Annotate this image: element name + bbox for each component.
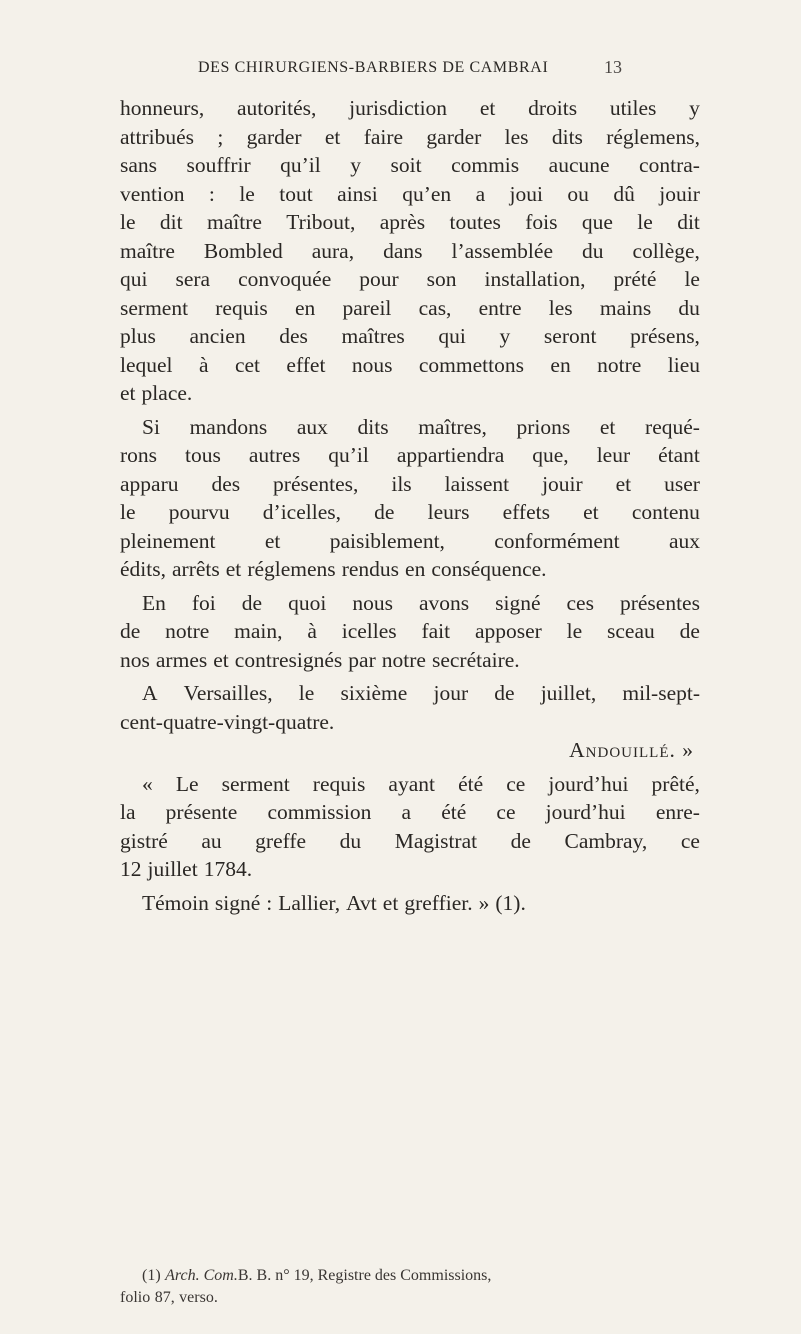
footnote bbox=[120, 1265, 700, 1309]
text-line: sans souffrir qu’il y soit commis aucune contra- bbox=[120, 153, 700, 177]
paragraph bbox=[120, 589, 700, 675]
text-line: de notre main, à icelles fait apposer le sceau de bbox=[120, 619, 700, 643]
text-line: maître Bombled aura, dans l’assemblée du collège, bbox=[120, 238, 700, 263]
text-line: la présente commission a été ce jourd’hui enre- bbox=[120, 800, 700, 824]
text-line: honneurs, autorités, jurisdiction et droits utiles y bbox=[120, 96, 700, 120]
paragraph bbox=[120, 413, 700, 584]
text-line: édits, arrêts et réglemens rendus en conséquence. bbox=[120, 557, 547, 581]
text-line: le pourvu d’icelles, de leurs effets et contenu bbox=[120, 500, 700, 524]
text-line: « Le serment requis ayant été ce jourd’hui prêté, bbox=[142, 771, 700, 796]
text-line: et place. bbox=[120, 381, 193, 405]
paragraph bbox=[120, 770, 700, 884]
text-line: 12 juillet 1784. bbox=[120, 857, 253, 881]
text-line: le dit maître Tribout, après toutes fois que le dit bbox=[120, 210, 700, 234]
paragraph bbox=[120, 94, 700, 408]
body-text bbox=[120, 94, 700, 917]
text-line: apparu des présentes, ils laissent jouir et user bbox=[120, 471, 700, 496]
text-line: lequel à cet effet nous commettons en notre lieu bbox=[120, 352, 700, 377]
paragraph bbox=[120, 889, 700, 918]
text-line: plus ancien des maîtres qui y seront présens, bbox=[120, 324, 700, 348]
footnote-marker: (1) bbox=[142, 1267, 161, 1284]
text-line: rons tous autres qu’il appartiendra que, leur étant bbox=[120, 443, 700, 467]
footnote-source: Arch. Com. bbox=[165, 1267, 238, 1284]
text-line: A Versailles, le sixième jour de juillet, mil-sept- bbox=[142, 681, 700, 705]
footnote-line bbox=[120, 1265, 700, 1287]
signature-line: Andouillé. » bbox=[569, 738, 694, 762]
running-title: DES CHIRURGIENS-BARBIERS DE CAMBRAI bbox=[198, 59, 549, 76]
text-line: Témoin signé : Lallier, Avt et greffier. » (1). bbox=[142, 890, 526, 915]
text-line: En foi de quoi nous avons signé ces présentes bbox=[142, 590, 700, 615]
text-line: nos armes et contresignés par notre secrétaire. bbox=[120, 647, 520, 672]
paragraph bbox=[120, 679, 700, 765]
text-line: cent-quatre-vingt-quatre. bbox=[120, 709, 335, 734]
text-line: pleinement et paisiblement, conformément aux bbox=[120, 528, 700, 553]
text-line: gistré au greffe du Magistrat de Cambray, ce bbox=[120, 828, 700, 853]
page-number: 13 bbox=[604, 57, 622, 77]
text-line: qui sera convoquée pour son installation, prété le bbox=[120, 267, 700, 291]
text-line: attribués ; garder et faire garder les dits réglemens, bbox=[120, 124, 700, 149]
text-line: Si mandons aux dits maîtres, prions et requé- bbox=[142, 414, 700, 439]
text-line: vention : le tout ainsi qu’en a joui ou dû jouir bbox=[120, 181, 700, 206]
footnote-text: B. B. n° 19, Registre des Commissions, bbox=[237, 1267, 492, 1284]
text-line: serment requis en pareil cas, entre les mains du bbox=[120, 295, 700, 320]
footnote-line: folio 87, verso. bbox=[120, 1289, 218, 1306]
